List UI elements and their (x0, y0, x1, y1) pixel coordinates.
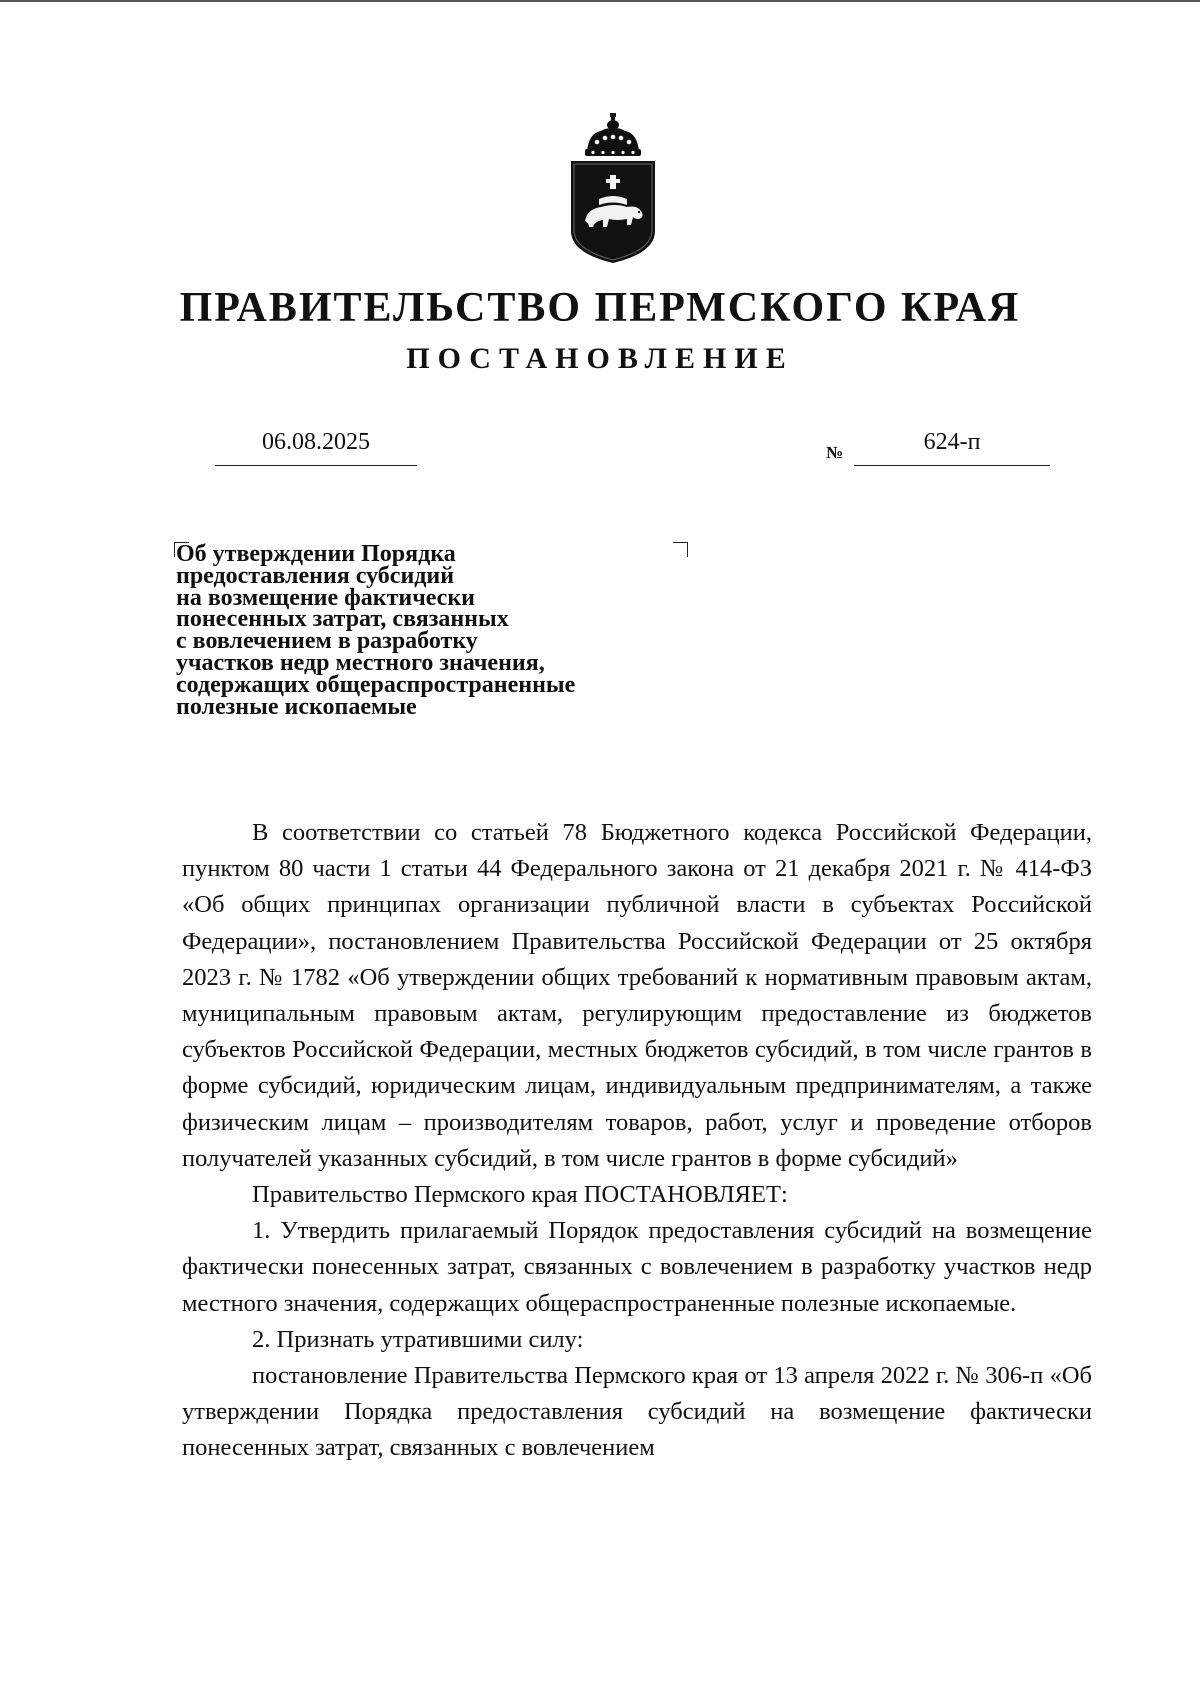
preamble-paragraph: В соответствии со статьей 78 Бюджетного кодекса Российской Федерации, пунктом 80 части 1 статьи 44 Федерального закона от 21 декабря 2021 г. № 414-ФЗ «Об общих принципах организации публичной власти в субъектах Российской Федерации», постановлением Правительства Российской Федерации от 25 октября 2023 г. № 1782 «Об утверждении общих требований к нормативным правовым актам, муниципальным правовым актам, регулирующим предоставление из бюджетов субъектов Российской Федерации, местных бюджетов субсидий, в том числе грантов в форме субсидий, юридическим лицам, индивидуальным предпринимателям, а также физическим лицам – производителям товаров, работ, услуг и проведение отборов получателей указанных субсидий, в том числе грантов в форме субсидий» (182, 819, 1092, 1172)
number-underline (854, 465, 1050, 466)
resolves-paragraph: Правительство Пермского края ПОСТАНОВЛЯЕТ: (252, 1181, 788, 1209)
document-type: ПОСТАНОВЛЕНИЕ (406, 342, 794, 375)
number-field (826, 425, 1050, 469)
subject-line: на возмещение фактически (176, 584, 475, 611)
document-subject (176, 541, 696, 720)
date-field (215, 425, 417, 469)
date-underline (215, 465, 417, 466)
document-date: 06.08.2025 (262, 429, 370, 455)
item-1-paragraph: 1. Утвердить прилагаемый Порядок предоставления субсидий на возмещение фактически понесенных затрат, связанных с вовлечением в разработку участков недр местного значения, содержащих общераспространенные полезные ископаемые. (182, 1217, 1092, 1317)
subject-line: содержащих общераспространенные (176, 671, 576, 698)
document-number: 624-п (923, 429, 981, 455)
scan-edge (0, 0, 1200, 2)
subject-line: предоставления субсидий (176, 562, 455, 589)
subject-line: с вовлечением в разработку (176, 628, 478, 655)
perm-krai-coat-of-arms-icon (567, 113, 659, 263)
number-sign: № (826, 443, 844, 462)
subject-line: Об утверждении Порядка (176, 541, 456, 567)
item-2-paragraph: 2. Признать утратившими силу: (252, 1325, 584, 1353)
government-title: ПРАВИТЕЛЬСТВО ПЕРМСКОГО КРАЯ (179, 285, 1021, 331)
document-body (182, 815, 1092, 1467)
subject-line: понесенных затрат, связанных (176, 606, 509, 633)
item-2-text-paragraph: постановление Правительства Пермского края от 13 апреля 2022 г. № 306-п «Об утверждении Порядка предоставления субсидий на возмещение фактически понесенных затрат, связанных с вовлечением (182, 1362, 1092, 1462)
subject-line: участков недр местного значения, (176, 649, 545, 676)
subject-line: полезные ископаемые (176, 693, 417, 720)
